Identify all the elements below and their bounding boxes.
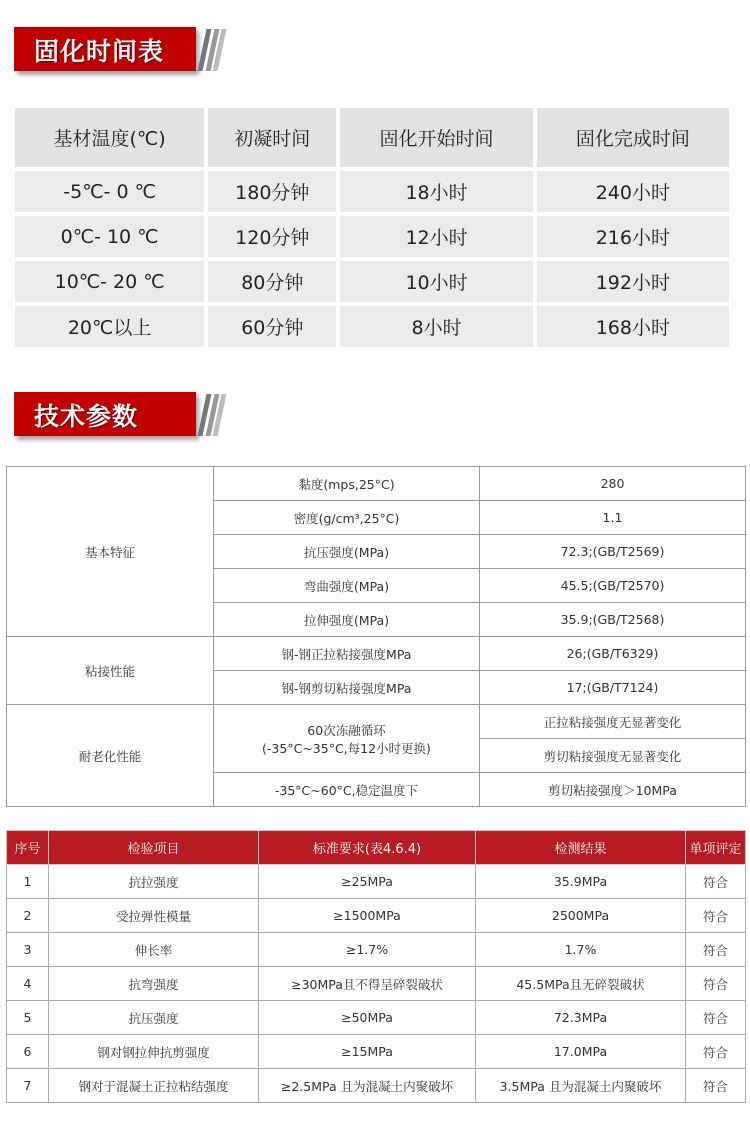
table-cell: 钢对钢拉伸抗剪强度 <box>49 1035 259 1069</box>
table-cell: 受拉弹性模量 <box>49 899 259 933</box>
table-cell: ≥50MPa <box>259 1001 476 1035</box>
tech-params-table <box>6 466 746 807</box>
table-row <box>15 171 729 212</box>
param-label: 抗压强度(MPa) <box>214 535 480 569</box>
table-cell: 2500MPa <box>476 899 686 933</box>
table-cell: 0℃- 10 ℃ <box>15 216 204 257</box>
table-cell: 7 <box>7 1069 49 1103</box>
table-cell: 符合 <box>686 1035 746 1069</box>
param-label: 钢-钢剪切粘接强度MPa <box>214 671 480 705</box>
column-header: 固化开始时间 <box>340 108 532 167</box>
table-row <box>7 1069 746 1103</box>
table-cell: 12小时 <box>340 216 532 257</box>
table-cell: 192小时 <box>537 261 729 302</box>
param-label: 拉伸强度(MPa) <box>214 603 480 637</box>
table-cell: 符合 <box>686 899 746 933</box>
table-cell: ≥30MPa且不得呈碎裂破状 <box>259 967 476 1001</box>
table-cell: ≥15MPa <box>259 1035 476 1069</box>
table-cell: 3 <box>7 933 49 967</box>
header-row <box>7 831 746 865</box>
section-title: 技术参数 <box>34 402 139 431</box>
table-row <box>7 899 746 933</box>
cycle-label: 60次冻融循环 <box>307 722 386 738</box>
column-header: 单项评定 <box>686 831 746 865</box>
table-cell: 2 <box>7 899 49 933</box>
cycle-sub: (-35°C~35°C,每12小时更换) <box>262 740 431 756</box>
table-cell: 4 <box>7 967 49 1001</box>
table-cell: 1 <box>7 865 49 899</box>
table-row <box>7 1001 746 1035</box>
group-label: 基本特征 <box>7 467 214 637</box>
table-cell: 3.5MPa 且为混凝土内聚破坏 <box>476 1069 686 1103</box>
table-cell: 5 <box>7 1001 49 1035</box>
table-cell: 符合 <box>686 967 746 1001</box>
table-cell: 8小时 <box>340 306 532 347</box>
table-cell: -5℃- 0 ℃ <box>15 171 204 212</box>
table-cell: 10℃- 20 ℃ <box>15 261 204 302</box>
table-cell: 180分钟 <box>208 171 336 212</box>
param-value: 正拉粘接强度无显著变化 <box>480 705 746 739</box>
param-label: 黏度(mps,25°C) <box>214 467 480 501</box>
column-header: 标准要求(表4.6.4) <box>259 831 476 865</box>
table-cell: 18小时 <box>340 171 532 212</box>
table-cell: ≥1500MPa <box>259 899 476 933</box>
table-cell: 1.7% <box>476 933 686 967</box>
section-banner-params <box>14 392 224 440</box>
group-label: 耐老化性能 <box>7 705 214 807</box>
column-header: 基材温度(℃) <box>15 108 204 167</box>
table-cell: 72.3MPa <box>476 1001 686 1035</box>
table-row <box>7 967 746 1001</box>
column-header: 检验项目 <box>49 831 259 865</box>
table-row <box>15 216 729 257</box>
table-cell: 伸长率 <box>49 933 259 967</box>
table-cell: 符合 <box>686 1001 746 1035</box>
table-cell: 抗压强度 <box>49 1001 259 1035</box>
table-cell: 符合 <box>686 1069 746 1103</box>
table-row <box>15 306 729 347</box>
table-row <box>7 1035 746 1069</box>
table-row <box>7 933 746 967</box>
table-cell: 168小时 <box>537 306 729 347</box>
column-header: 检测结果 <box>476 831 686 865</box>
column-header: 固化完成时间 <box>537 108 729 167</box>
param-value: 剪切粘接强度＞10MPa <box>480 773 746 807</box>
curing-time-table <box>11 104 733 351</box>
table-cell: 35.9MPa <box>476 865 686 899</box>
table-cell: 钢对于混凝土正拉粘结强度 <box>49 1069 259 1103</box>
table-row <box>15 261 729 302</box>
param-label: 密度(g/cm³,25°C) <box>214 501 480 535</box>
param-value: 45.5;(GB/T2570) <box>480 569 746 603</box>
table-cell: 符合 <box>686 865 746 899</box>
table-cell: 抗拉强度 <box>49 865 259 899</box>
group-label: 粘接性能 <box>7 637 214 705</box>
table-cell: 240小时 <box>537 171 729 212</box>
table-cell: ≥1.7% <box>259 933 476 967</box>
param-value: 1.1 <box>480 501 746 535</box>
table-cell: 符合 <box>686 933 746 967</box>
table-cell: ≥25MPa <box>259 865 476 899</box>
param-label <box>214 705 480 773</box>
table-cell: 抗弯强度 <box>49 967 259 1001</box>
table-cell: 80分钟 <box>208 261 336 302</box>
param-value: 72.3;(GB/T2569) <box>480 535 746 569</box>
table-cell: 20℃以上 <box>15 306 204 347</box>
table-cell: 10小时 <box>340 261 532 302</box>
table-cell: 60分钟 <box>208 306 336 347</box>
column-header: 初凝时间 <box>208 108 336 167</box>
header-row <box>15 108 729 167</box>
column-header: 序号 <box>7 831 49 865</box>
param-label: -35°C~60°C,稳定温度下 <box>214 773 480 807</box>
param-value: 280 <box>480 467 746 501</box>
param-value: 17;(GB/T7124) <box>480 671 746 705</box>
section-banner-curing <box>14 27 224 75</box>
table-cell: 120分钟 <box>208 216 336 257</box>
table-cell: ≥2.5MPa 且为混凝土内聚破坏 <box>259 1069 476 1103</box>
table-cell: 17.0MPa <box>476 1035 686 1069</box>
inspection-table <box>6 830 746 1103</box>
param-label: 钢-钢正拉粘接强度MPa <box>214 637 480 671</box>
param-value: 35.9;(GB/T2568) <box>480 603 746 637</box>
param-value: 26;(GB/T6329) <box>480 637 746 671</box>
table-cell: 45.5MPa且无碎裂破状 <box>476 967 686 1001</box>
table-row <box>7 865 746 899</box>
section-title: 固化时间表 <box>34 37 165 66</box>
param-value: 剪切粘接强度无显著变化 <box>480 739 746 773</box>
table-cell: 216小时 <box>537 216 729 257</box>
param-label: 弯曲强度(MPa) <box>214 569 480 603</box>
table-cell: 6 <box>7 1035 49 1069</box>
